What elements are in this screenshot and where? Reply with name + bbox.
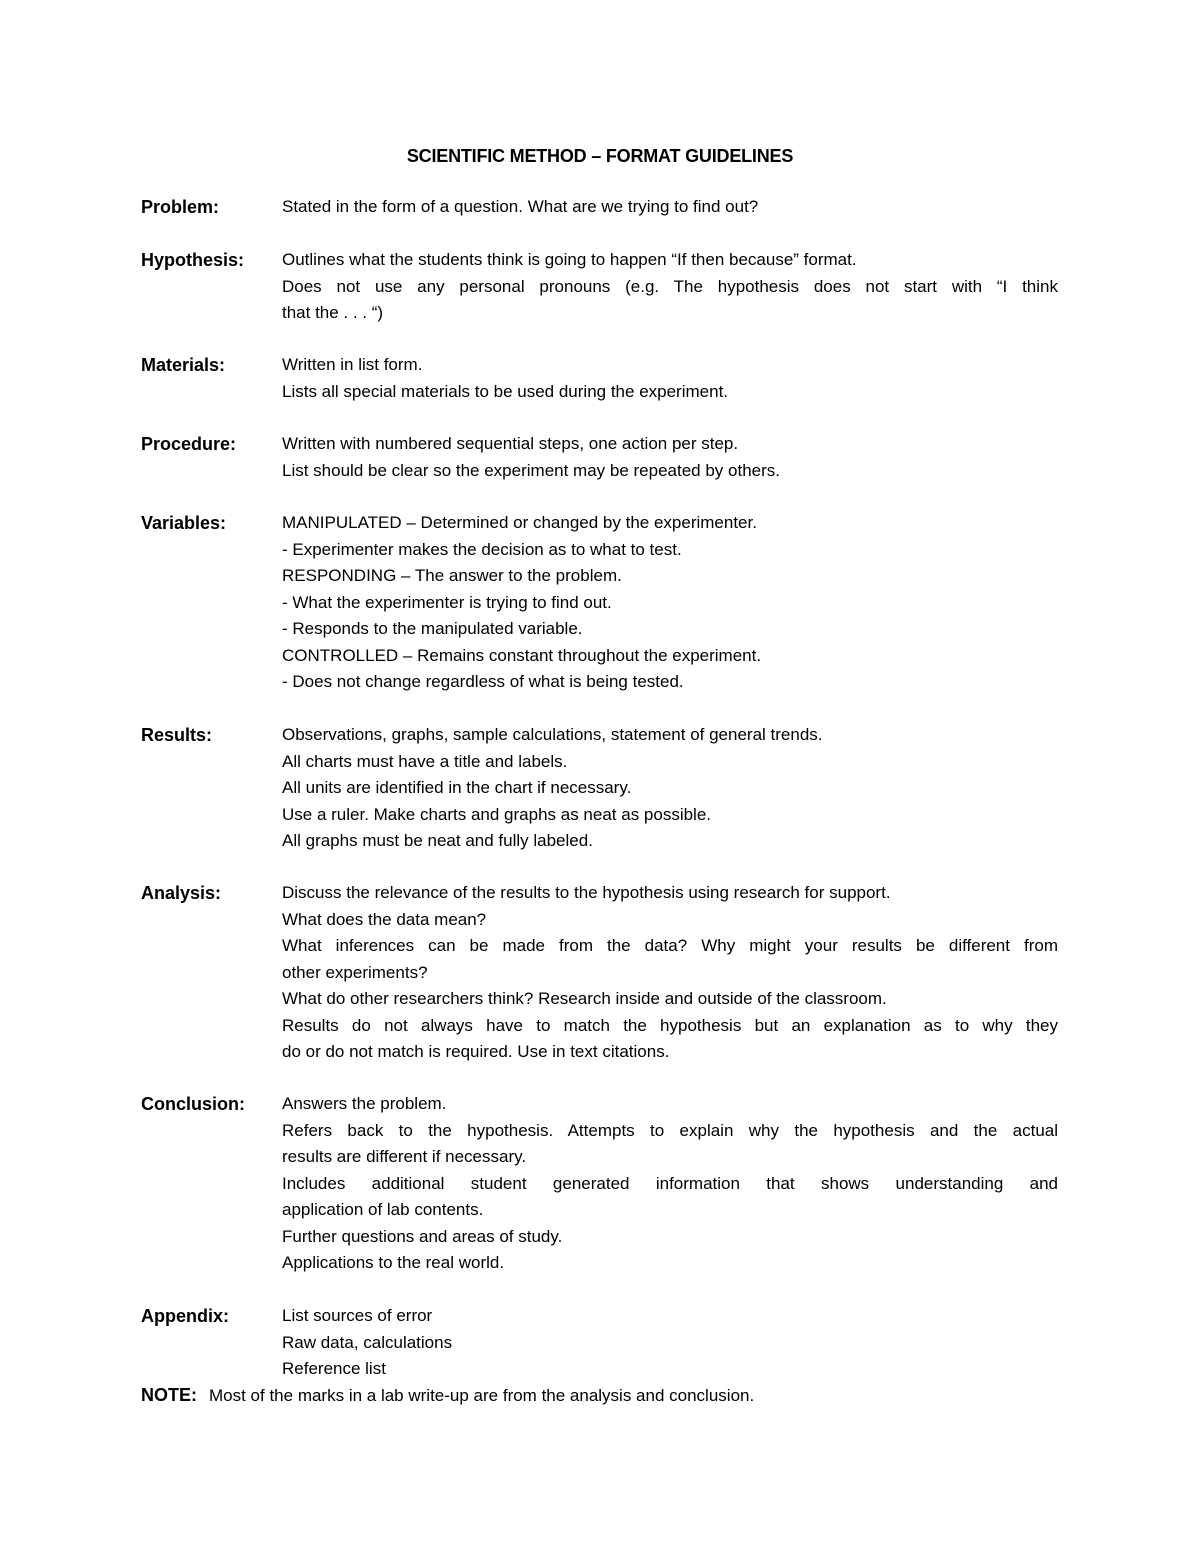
- content-line: - Does not change regardless of what is being tested.: [282, 672, 684, 691]
- content-line: Outlines what the students think is going to happen “If then because” format.: [282, 250, 857, 269]
- section-content: [282, 1303, 1058, 1383]
- section-content: [282, 1091, 1058, 1277]
- document-title: SCIENTIFIC METHOD – FORMAT GUIDELINES: [406, 146, 794, 166]
- section-label: Appendix:: [141, 1306, 229, 1326]
- section-label: Problem:: [141, 197, 220, 217]
- content-line: - What the experimenter is trying to find out.: [282, 592, 612, 612]
- content-line: Includes additional student generated information that shows understanding and: [282, 1173, 1058, 1193]
- section-label: Variables:: [141, 513, 227, 533]
- content-line: List should be clear so the experiment may be repeated by others.: [282, 460, 781, 480]
- content-line: Written in list form.: [282, 355, 423, 374]
- content-line: Observations, graphs, sample calculations, statement of general trends.: [282, 725, 823, 744]
- content-line: All charts must have a title and labels.: [282, 751, 568, 771]
- content-line: Lists all special materials to be used during the experiment.: [282, 381, 729, 401]
- section-label: Hypothesis:: [141, 250, 245, 270]
- content-line: results are different if necessary.: [282, 1147, 527, 1166]
- note-text: Most of the marks in a lab write-up are from the analysis and conclusion.: [209, 1386, 755, 1405]
- section-label: Results:: [141, 725, 213, 745]
- content-line: Applications to the real world.: [282, 1253, 505, 1272]
- content-line: - Responds to the manipulated variable.: [282, 619, 583, 638]
- content-line: All units are identified in the chart if necessary.: [282, 778, 632, 797]
- section-label: Analysis:: [141, 883, 222, 903]
- section-content: [282, 247, 1058, 327]
- content-line: that the . . . “): [282, 303, 384, 322]
- section-content: [282, 510, 1058, 696]
- content-line: other experiments?: [282, 962, 428, 982]
- content-line: do or do not match is required. Use in text citations.: [282, 1042, 670, 1061]
- content-line: application of lab contents.: [282, 1200, 484, 1219]
- content-line: - Experimenter makes the decision as to what to test.: [282, 539, 682, 559]
- content-line: Answers the problem.: [282, 1094, 447, 1113]
- content-line: Raw data, calculations: [282, 1332, 453, 1352]
- section-label: Procedure:: [141, 434, 237, 454]
- content-line: Does not use any personal pronouns (e.g. The hypothesis does not start with “I think: [282, 276, 1058, 296]
- content-line: Written with numbered sequential steps, one action per step.: [282, 434, 739, 453]
- content-line: List sources of error: [282, 1306, 433, 1325]
- content-line: What inferences can be made from the data? Why might your results be different from: [282, 936, 1058, 955]
- content-line: All graphs must be neat and fully labeled.: [282, 831, 593, 850]
- content-line: MANIPULATED – Determined or changed by the experimenter.: [282, 513, 757, 532]
- content-line: Reference list: [282, 1359, 386, 1378]
- section-label: Materials:: [141, 355, 226, 375]
- content-line: Further questions and areas of study.: [282, 1226, 563, 1246]
- section-content: [282, 352, 1058, 405]
- content-line: RESPONDING – The answer to the problem.: [282, 566, 622, 585]
- section-content: [282, 431, 1058, 484]
- content-line: CONTROLLED – Remains constant throughout the experiment.: [282, 645, 762, 665]
- section-content: [282, 880, 1058, 1066]
- content-line: Results do not always have to match the hypothesis but an explanation as to why they: [282, 1015, 1058, 1035]
- content-line: Use a ruler. Make charts and graphs as neat as possible.: [282, 804, 712, 824]
- content-line: Stated in the form of a question. What are we trying to find out?: [282, 197, 759, 216]
- content-line: Refers back to the hypothesis. Attempts to explain why the hypothesis and the actual: [282, 1120, 1058, 1140]
- section-label: Conclusion:: [141, 1094, 245, 1114]
- section-content: [282, 194, 1058, 221]
- content-line: What do other researchers think? Research inside and outside of the classroom.: [282, 989, 887, 1008]
- note: [141, 1382, 754, 1410]
- content-line: What does the data mean?: [282, 909, 487, 929]
- content-line: Discuss the relevance of the results to the hypothesis using research for support.: [282, 883, 891, 902]
- section-content: [282, 722, 1058, 855]
- note-label: NOTE:: [141, 1385, 197, 1405]
